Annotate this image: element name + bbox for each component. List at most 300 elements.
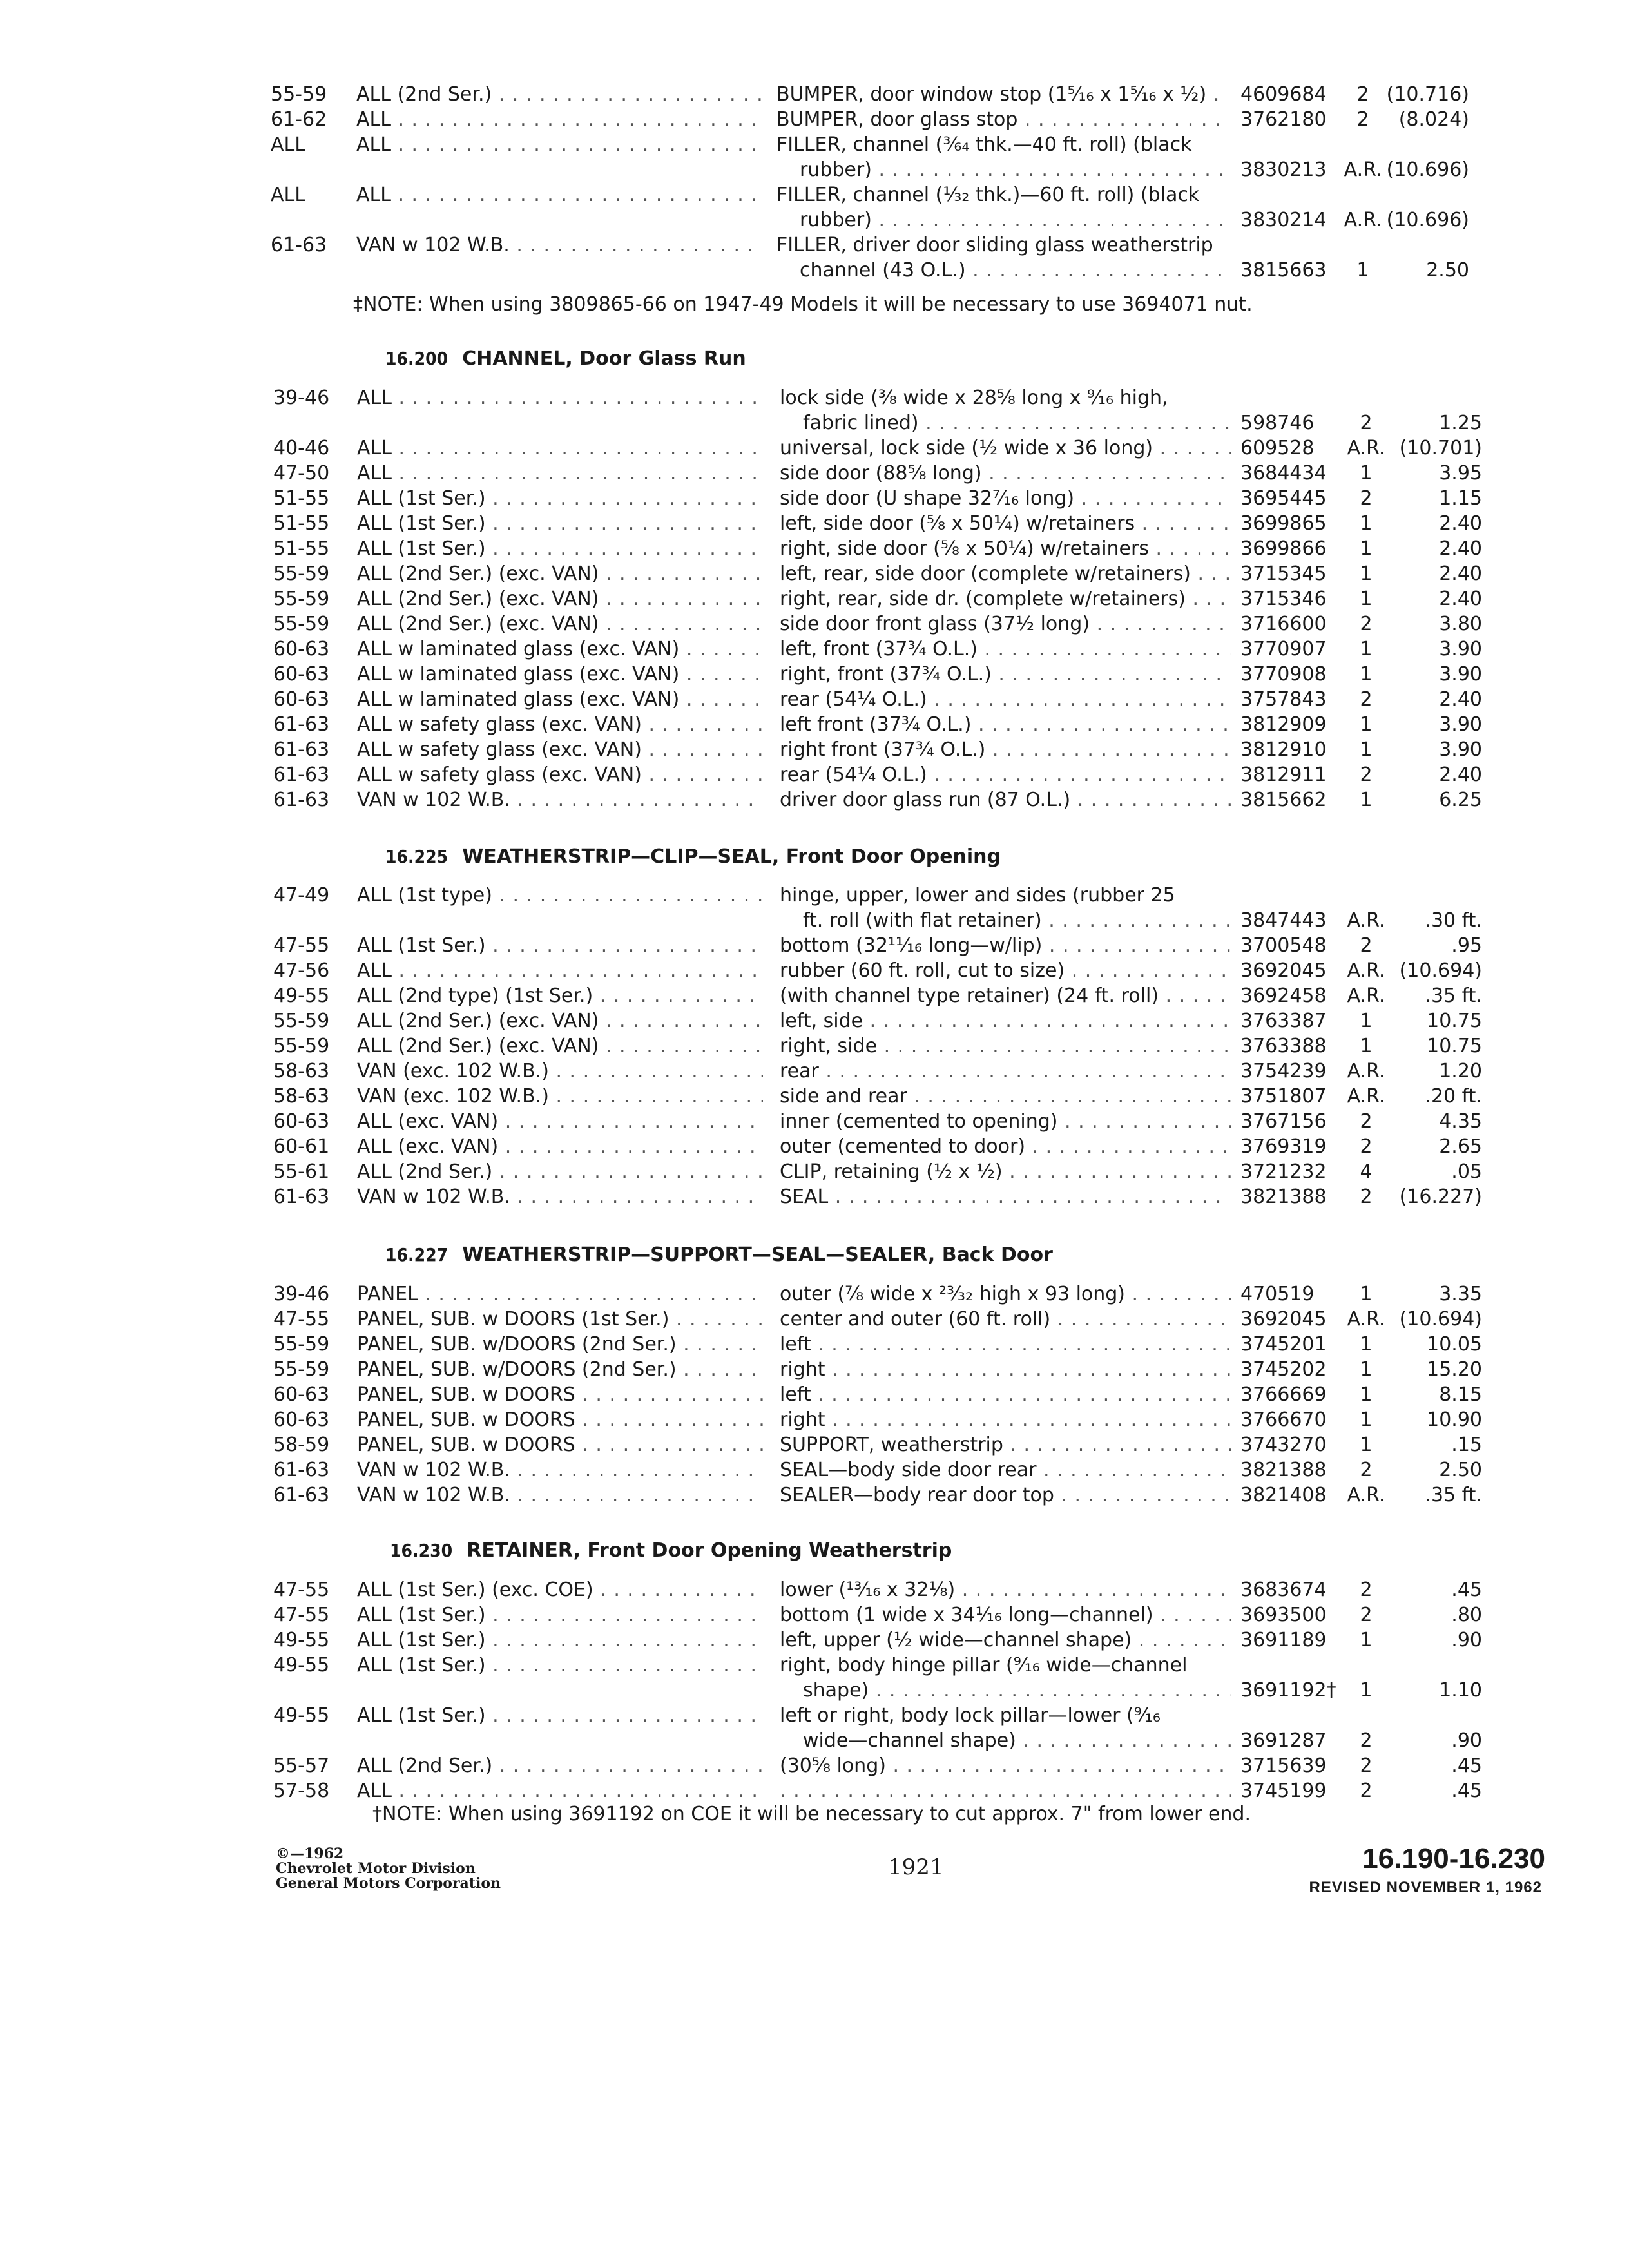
table-row <box>0 1307 1629 1332</box>
description <box>780 461 1231 486</box>
description-line-1: left, side door (⅝ x 50¼) w/retainers . . . <box>780 511 1231 536</box>
description <box>780 762 1231 787</box>
table-row <box>0 1159 1629 1184</box>
description <box>780 1184 1231 1209</box>
price: 2.40 <box>1439 588 1482 610</box>
model-year: 51-55 <box>273 512 330 535</box>
table-row <box>0 883 1629 933</box>
quantity: 1 <box>1360 562 1373 585</box>
section-title: CHANNEL, Door Glass Run <box>462 347 746 370</box>
description-line-1: lock side (⅜ wide x 28⅝ long x ⁹⁄₁₆ high, <box>780 387 1168 409</box>
description-line-1: BUMPER, door glass stop . . . <box>776 107 1228 132</box>
price: 2.65 <box>1439 1135 1482 1158</box>
price: .45 <box>1451 1579 1482 1601</box>
model: ALL (2nd Ser.) (exc. VAN) . . . <box>357 611 763 637</box>
quantity: A.R. <box>1347 1308 1385 1331</box>
quantity: 1 <box>1360 1358 1373 1381</box>
description <box>776 82 1228 107</box>
description-line-2: fabric lined) . . . <box>780 410 1231 436</box>
description-line-1: inner (cemented to opening) . . . <box>780 1109 1231 1134</box>
description-line-1: (30⅝ long) . . . <box>780 1753 1231 1778</box>
table-row <box>0 687 1629 712</box>
quantity: 1 <box>1360 738 1373 761</box>
description <box>780 385 1231 436</box>
table-row <box>0 1778 1629 1803</box>
price: .95 <box>1451 934 1482 957</box>
section-number: 16.225 <box>385 846 448 867</box>
description <box>780 1159 1231 1184</box>
part-number: 3757843 <box>1240 688 1327 711</box>
part-number: 3745201 <box>1240 1333 1327 1356</box>
model: ALL (1st Ser.) . . . <box>357 1602 763 1628</box>
quantity: 1 <box>1360 1283 1373 1305</box>
model-year: 58-63 <box>273 1060 330 1082</box>
model-year: 47-49 <box>273 884 330 907</box>
price: (10.694) <box>1399 959 1482 982</box>
price: .90 <box>1451 1729 1482 1752</box>
description-line-1: driver door glass run (87 O.L.) . . . <box>780 787 1231 812</box>
table-row <box>0 1109 1629 1134</box>
table-row <box>0 611 1629 637</box>
model: ALL (2nd Ser.) (exc. VAN) . . . <box>357 1008 763 1033</box>
part-number: 3692045 <box>1240 959 1327 982</box>
price: 3.80 <box>1439 613 1482 635</box>
part-number: 3683674 <box>1240 1579 1327 1601</box>
quantity: 1 <box>1360 512 1373 535</box>
description-line-1: side and rear . . . <box>780 1084 1231 1109</box>
description <box>780 1483 1231 1508</box>
price: .20 ft. <box>1425 1085 1482 1108</box>
part-number: 3691189 <box>1240 1629 1327 1651</box>
description <box>780 933 1231 958</box>
model-year: 61-63 <box>273 738 330 761</box>
quantity: 2 <box>1360 1780 1373 1802</box>
price: (10.716) <box>1386 83 1469 106</box>
model-year: 49-55 <box>273 1629 330 1651</box>
table-row <box>0 1628 1629 1653</box>
model: ALL (1st Ser.) . . . <box>357 536 763 561</box>
description-line-1: side door (88⅝ long) . . . <box>780 461 1231 486</box>
description <box>780 1653 1231 1703</box>
price: .15 <box>1451 1434 1482 1456</box>
table-row <box>0 132 1629 182</box>
description-line-1: left, side . . . <box>780 1008 1231 1033</box>
price: 3.95 <box>1439 462 1482 485</box>
description <box>780 637 1231 662</box>
part-number: 3692458 <box>1240 985 1327 1007</box>
price: 1.10 <box>1439 1679 1482 1702</box>
price: 2.40 <box>1439 688 1482 711</box>
model-year: 51-55 <box>273 537 330 560</box>
description <box>780 1382 1231 1407</box>
description-line-2: shape) . . . <box>780 1678 1231 1703</box>
model-year: 49-55 <box>273 1654 330 1677</box>
parts-list-16-225 <box>0 883 1629 1209</box>
price: 10.05 <box>1427 1333 1482 1356</box>
part-number: 3770908 <box>1240 663 1327 686</box>
model-year: 58-63 <box>273 1085 330 1108</box>
section-number: 16.227 <box>385 1244 448 1265</box>
model-year: 55-59 <box>273 1035 330 1057</box>
part-number: 3684434 <box>1240 462 1327 485</box>
quantity: 1 <box>1360 1035 1373 1057</box>
description-line-1: center and outer (60 ft. roll) . . . <box>780 1307 1231 1332</box>
table-row <box>0 536 1629 561</box>
page-number: 1921 <box>888 1854 944 1880</box>
price: (16.227) <box>1399 1186 1482 1208</box>
model: VAN w 102 W.B. . . . <box>357 787 763 812</box>
description <box>780 1628 1231 1653</box>
model: ALL (2nd Ser.) (exc. VAN) . . . <box>357 1033 763 1059</box>
part-number: 3699865 <box>1240 512 1327 535</box>
revision-date: REVISED NOVEMBER 1, 1962 <box>1309 1879 1542 1896</box>
model: ALL (2nd Ser.) (exc. VAN) . . . <box>357 561 763 586</box>
model: VAN w 102 W.B. . . . <box>356 233 762 258</box>
table-row <box>0 233 1629 283</box>
section-number: 16.200 <box>385 348 448 369</box>
table-row <box>0 662 1629 687</box>
description <box>780 1703 1231 1753</box>
table-row <box>0 1059 1629 1084</box>
model-year: ALL <box>271 184 305 206</box>
description-line-1: right front (37¾ O.L.) . . . <box>780 737 1231 762</box>
model: ALL (2nd Ser.) . . . <box>357 1159 763 1184</box>
model: ALL w safety glass (exc. VAN) . . . <box>357 737 763 762</box>
price: (8.024) <box>1398 108 1469 131</box>
table-row <box>0 1084 1629 1109</box>
model: ALL w laminated glass (exc. VAN) . . . <box>357 687 763 712</box>
price: 10.75 <box>1427 1035 1482 1057</box>
quantity: 1 <box>1356 259 1369 282</box>
description <box>780 611 1231 637</box>
description-line-1: hinge, upper, lower and sides (rubber 25 <box>780 884 1175 907</box>
model: ALL . . . <box>356 132 762 157</box>
quantity: 2 <box>1360 1110 1373 1133</box>
description <box>780 958 1231 983</box>
model: ALL (1st Ser.) . . . <box>357 1628 763 1653</box>
section-title: RETAINER, Front Door Opening Weatherstrip <box>467 1539 952 1562</box>
model-year: 47-55 <box>273 1308 330 1331</box>
model-year: 47-55 <box>273 934 330 957</box>
description <box>780 1407 1231 1432</box>
part-number: 3830213 <box>1240 159 1327 181</box>
price: 2.40 <box>1439 764 1482 786</box>
table-row <box>0 1357 1629 1382</box>
description-line-2: ft. roll (with flat retainer) . . . <box>780 908 1231 933</box>
quantity: 1 <box>1360 638 1373 660</box>
description-line-1: rear (54¼ O.L.) . . . <box>780 762 1231 787</box>
description <box>780 687 1231 712</box>
description <box>780 712 1231 737</box>
price: 8.15 <box>1439 1383 1482 1406</box>
description <box>780 586 1231 611</box>
part-number: 3812909 <box>1240 713 1327 736</box>
price: 3.90 <box>1439 713 1482 736</box>
model: ALL (2nd Ser.) . . . <box>357 1753 763 1778</box>
description <box>780 1357 1231 1382</box>
model-year: ALL <box>271 133 305 156</box>
section-number: 16.230 <box>390 1540 453 1561</box>
parts-list-16-230 <box>0 1577 1629 1803</box>
quantity: 1 <box>1360 588 1373 610</box>
price: .05 <box>1451 1160 1482 1183</box>
description <box>780 1577 1231 1602</box>
model-year: 55-61 <box>273 1160 330 1183</box>
description-line-1: outer (⅞ wide x ²³⁄₃₂ high x 93 long) . . . <box>780 1282 1231 1307</box>
model: ALL (2nd Ser.) . . . <box>356 82 762 107</box>
description-line-1: FILLER, channel (³⁄₆₄ thk.—40 ft. roll) (black <box>776 133 1192 156</box>
part-number: 3716600 <box>1240 613 1327 635</box>
table-row <box>0 1332 1629 1357</box>
table-row <box>0 983 1629 1008</box>
part-number: 3767156 <box>1240 1110 1327 1133</box>
description <box>780 737 1231 762</box>
model-year: 57-58 <box>273 1780 330 1802</box>
quantity: 2 <box>1360 1459 1373 1481</box>
description-line-1: left, front (37¾ O.L.) . . . <box>780 637 1231 662</box>
model: ALL . . . <box>356 107 762 132</box>
part-number: 3691192† <box>1240 1679 1336 1702</box>
price: (10.694) <box>1399 1308 1482 1331</box>
quantity: 1 <box>1360 1679 1373 1702</box>
description-line-1: right, side . . . <box>780 1033 1231 1059</box>
model-year: 61-63 <box>273 789 330 811</box>
part-number: 3691287 <box>1240 1729 1327 1752</box>
description <box>780 511 1231 536</box>
model-year: 47-56 <box>273 959 330 982</box>
description-line-1: rear (54¼ O.L.) . . . <box>780 687 1231 712</box>
part-number: 4609684 <box>1240 83 1327 106</box>
table-row <box>0 1457 1629 1483</box>
price: 3.90 <box>1439 638 1482 660</box>
model: PANEL . . . <box>357 1282 763 1307</box>
model: ALL (1st type) . . . <box>357 883 763 908</box>
model: VAN w 102 W.B. . . . <box>357 1457 763 1483</box>
part-number: 598746 <box>1240 412 1315 434</box>
model: VAN w 102 W.B. . . . <box>357 1483 763 1508</box>
model-year: 61-63 <box>273 1484 330 1506</box>
price: .80 <box>1451 1604 1482 1626</box>
model-year: 60-63 <box>273 663 330 686</box>
table-row <box>0 1407 1629 1432</box>
price: .90 <box>1451 1629 1482 1651</box>
quantity: A.R. <box>1344 209 1382 231</box>
table-row <box>0 385 1629 436</box>
description <box>780 1753 1231 1778</box>
model: VAN (exc. 102 W.B.) . . . <box>357 1084 763 1109</box>
price: 3.90 <box>1439 738 1482 761</box>
quantity: 2 <box>1360 1186 1373 1208</box>
description <box>780 1778 1231 1803</box>
part-number: 3821408 <box>1240 1484 1327 1506</box>
price: 15.20 <box>1427 1358 1482 1381</box>
model-year: 61-63 <box>273 1459 330 1481</box>
part-number: 3692045 <box>1240 1308 1327 1331</box>
model: ALL (1st Ser.) . . . <box>357 1703 763 1728</box>
part-number: 3821388 <box>1240 1186 1327 1208</box>
quantity: 1 <box>1360 789 1373 811</box>
description-line-1: right, body hinge pillar (⁹⁄₁₆ wide—channel <box>780 1654 1188 1677</box>
description-line-1: rubber (60 ft. roll, cut to size) . . . <box>780 958 1231 983</box>
model-year: 61-62 <box>271 108 327 131</box>
quantity: 1 <box>1360 1010 1373 1032</box>
description <box>780 1602 1231 1628</box>
description <box>776 233 1228 283</box>
part-number: 3830214 <box>1240 209 1327 231</box>
table-row <box>0 958 1629 983</box>
model-year: 55-59 <box>273 1010 330 1032</box>
description-line-1: left, upper (½ wide—channel shape) . . . <box>780 1628 1231 1653</box>
table-row <box>0 1008 1629 1033</box>
description-line-1: left front (37¾ O.L.) . . . <box>780 712 1231 737</box>
model: ALL . . . <box>357 461 763 486</box>
footer-publisher <box>276 1847 501 1891</box>
quantity: A.R. <box>1347 1085 1385 1108</box>
table-row <box>0 461 1629 486</box>
model-year: 40-46 <box>273 437 330 459</box>
part-number: 3751807 <box>1240 1085 1327 1108</box>
part-number: 3695445 <box>1240 487 1327 510</box>
part-number: 3715346 <box>1240 588 1327 610</box>
quantity: 1 <box>1360 1383 1373 1406</box>
price: 1.25 <box>1439 412 1482 434</box>
model: ALL (1st Ser.) . . . <box>357 933 763 958</box>
part-number: 3721232 <box>1240 1160 1327 1183</box>
model-year: 55-59 <box>273 1358 330 1381</box>
table-row <box>0 82 1629 107</box>
price: .45 <box>1451 1754 1482 1777</box>
table-row <box>0 1282 1629 1307</box>
model-year: 60-63 <box>273 1383 330 1406</box>
table-row <box>0 1134 1629 1159</box>
price: 6.25 <box>1439 789 1482 811</box>
model-year: 60-63 <box>273 1110 330 1133</box>
quantity: A.R. <box>1347 1060 1385 1082</box>
model-year: 58-59 <box>273 1434 330 1456</box>
description-line-1: SEAL—body side door rear . . . <box>780 1457 1231 1483</box>
price: 2.40 <box>1439 537 1482 560</box>
price: (10.696) <box>1386 209 1469 231</box>
price: 4.35 <box>1439 1110 1482 1133</box>
price: 1.15 <box>1439 487 1482 510</box>
description <box>780 883 1231 933</box>
description <box>780 486 1231 511</box>
quantity: 1 <box>1360 1434 1373 1456</box>
table-row <box>0 511 1629 536</box>
quantity: 2 <box>1360 1579 1373 1601</box>
quantity: 1 <box>1360 713 1373 736</box>
model-year: 60-63 <box>273 688 330 711</box>
model: ALL (1st Ser.) . . . <box>357 486 763 511</box>
description <box>780 1332 1231 1357</box>
model-year: 49-55 <box>273 985 330 1007</box>
part-number: 3715345 <box>1240 562 1327 585</box>
quantity: A.R. <box>1347 985 1385 1007</box>
section-title: WEATHERSTRIP—SUPPORT—SEAL—SEALER, Back Door <box>462 1244 1053 1266</box>
table-row <box>0 637 1629 662</box>
price: .35 ft. <box>1425 1484 1482 1506</box>
quantity: 2 <box>1360 764 1373 786</box>
part-number: 3743270 <box>1240 1434 1327 1456</box>
description <box>780 436 1231 461</box>
description <box>780 1134 1231 1159</box>
part-number: 470519 <box>1240 1283 1315 1305</box>
table-row <box>0 1602 1629 1628</box>
quantity: 2 <box>1360 1604 1373 1626</box>
section-heading-16-230 <box>390 1538 952 1564</box>
model: ALL (1st Ser.) . . . <box>357 511 763 536</box>
table-row <box>0 1184 1629 1209</box>
model-year: 61-63 <box>273 764 330 786</box>
description-line-1: outer (cemented to door) . . . <box>780 1134 1231 1159</box>
table-row <box>0 1577 1629 1602</box>
model-year: 61-63 <box>273 713 330 736</box>
description-line-1 <box>780 1778 1231 1803</box>
part-number: 3754239 <box>1240 1060 1327 1082</box>
table-row <box>0 182 1629 233</box>
description <box>780 787 1231 812</box>
description-line-1: (with channel type retainer) (24 ft. roll) . . . <box>780 983 1231 1008</box>
description <box>780 1084 1231 1109</box>
description-line-1: SUPPORT, weatherstrip . . . <box>780 1432 1231 1457</box>
model: ALL . . . <box>357 1778 763 1803</box>
description-line-1: right . . . <box>780 1357 1231 1382</box>
part-number: 3847443 <box>1240 909 1327 932</box>
description <box>780 983 1231 1008</box>
model: ALL . . . <box>356 182 762 207</box>
description-line-1: left . . . <box>780 1332 1231 1357</box>
price: (10.696) <box>1386 159 1469 181</box>
quantity: 2 <box>1356 108 1369 131</box>
description-line-1: right, front (37¾ O.L.) . . . <box>780 662 1231 687</box>
model-year: 60-61 <box>273 1135 330 1158</box>
description <box>780 1008 1231 1033</box>
model-year: 55-59 <box>273 613 330 635</box>
part-number: 3693500 <box>1240 1604 1327 1626</box>
model-year: 39-46 <box>273 1283 330 1305</box>
model: PANEL, SUB. w/DOORS (2nd Ser.) . . . <box>357 1357 763 1382</box>
quantity: 1 <box>1360 1333 1373 1356</box>
section-heading-16-225 <box>385 844 1001 870</box>
description <box>780 561 1231 586</box>
part-number: 3715639 <box>1240 1754 1327 1777</box>
bottom-note: †NOTE: When using 3691192 on COE it will be necessary to cut approx. 7" from lower end. <box>372 1803 1251 1825</box>
price: (10.701) <box>1399 437 1482 459</box>
corporation-name: General Motors Corporation <box>276 1875 501 1892</box>
model-year: 51-55 <box>273 487 330 510</box>
description-line-1: bottom (1 wide x 34¹⁄₁₆ long—channel) . . . <box>780 1602 1231 1628</box>
table-row <box>0 586 1629 611</box>
section-title: WEATHERSTRIP—CLIP—SEAL, Front Door Opening <box>462 845 1001 868</box>
table-row <box>0 486 1629 511</box>
table-row <box>0 561 1629 586</box>
quantity: 2 <box>1360 487 1373 510</box>
price: .45 <box>1451 1780 1482 1802</box>
table-row <box>0 107 1629 132</box>
description-line-1: right, rear, side dr. (complete w/retainers) . . . <box>780 586 1231 611</box>
table-row <box>0 1483 1629 1508</box>
model: ALL . . . <box>357 436 763 461</box>
model-year: 61-63 <box>271 234 327 256</box>
description <box>780 1432 1231 1457</box>
model: ALL . . . <box>357 958 763 983</box>
quantity: A.R. <box>1344 159 1382 181</box>
model: ALL (2nd type) (1st Ser.) . . . <box>357 983 763 1008</box>
table-row <box>0 436 1629 461</box>
quantity: 2 <box>1356 83 1369 106</box>
table-row <box>0 737 1629 762</box>
description-line-1: right, side door (⅝ x 50¼) w/retainers . . . <box>780 536 1231 561</box>
